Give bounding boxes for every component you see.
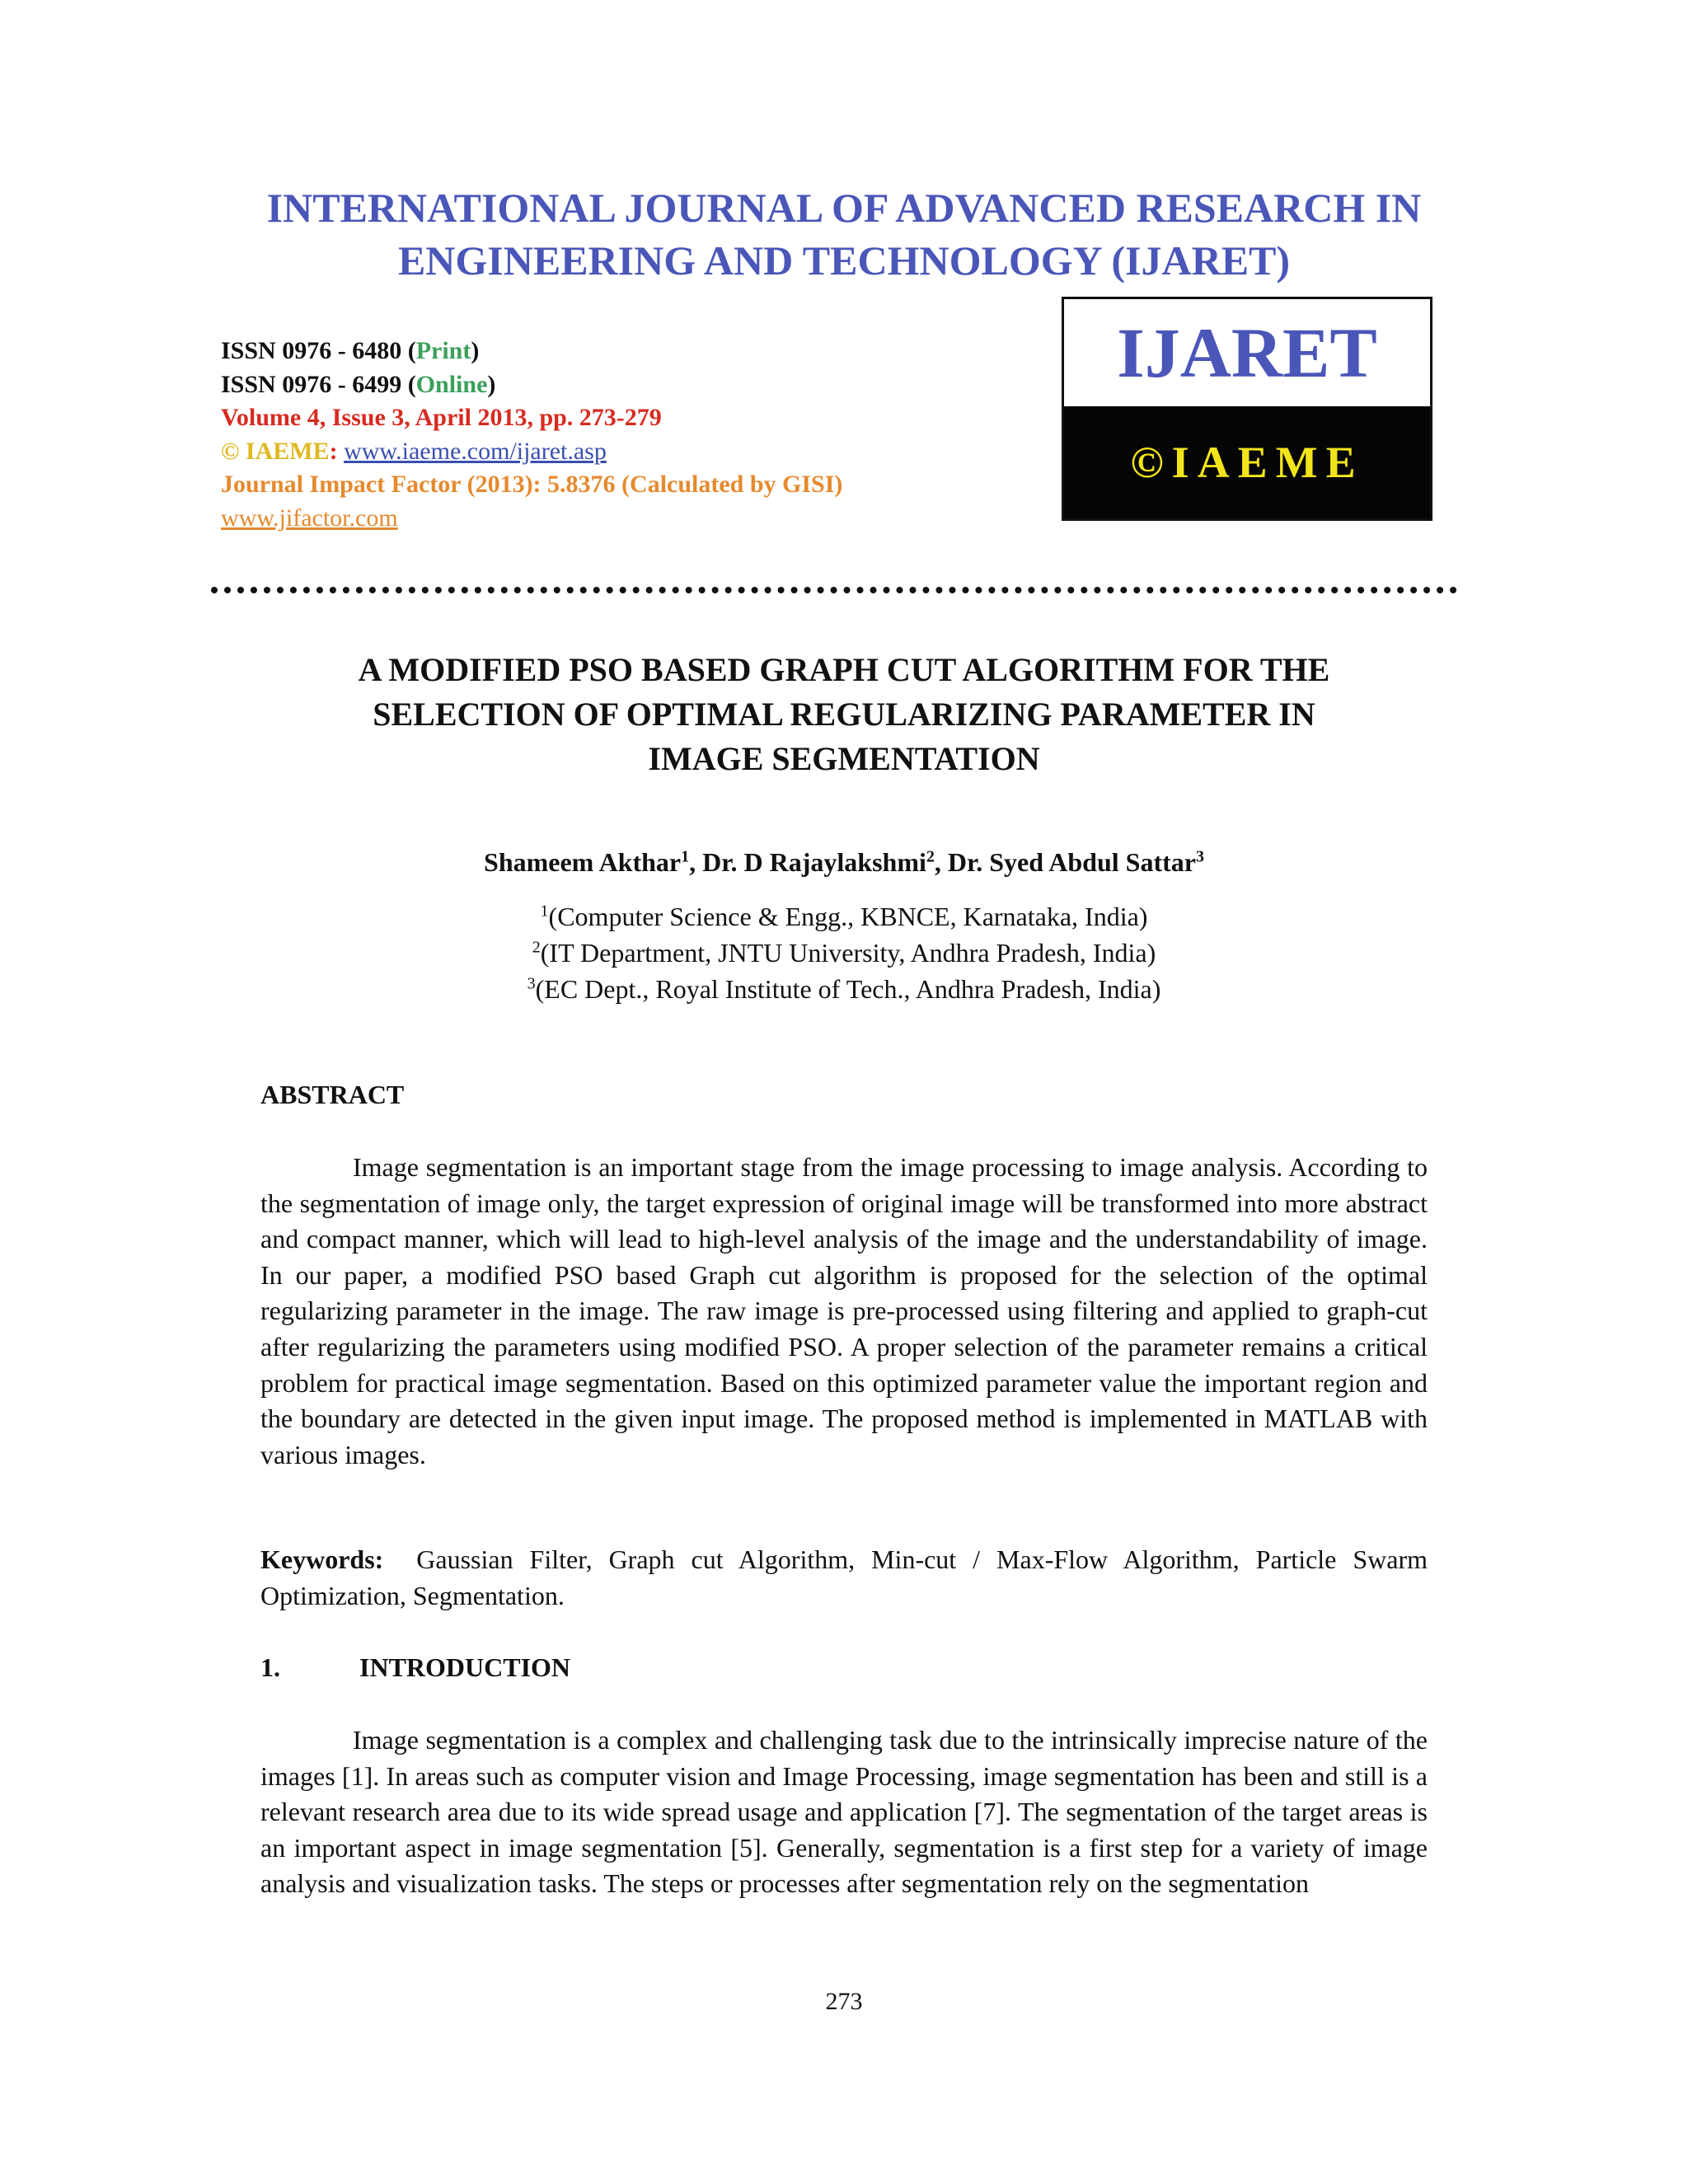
- intro-body: Image segmentation is a complex and challenging task due to the intrinsically imprecise nature of the images [1]. In areas such as computer vision and Image Processing, image segmentation has been and still is a relevant research area due to its wide spread usage and application [7]. The segmentation of the target areas is an important aspect in image segmentation [5]. Generally, segmentation is a first step for a variety of image analysis and visualization tasks. The steps or processes after segmentation rely on the segmentation: [260, 1725, 1428, 1899]
- dotted-divider: [211, 587, 1457, 593]
- issn-online-line: [221, 368, 842, 402]
- keywords-block: [260, 1542, 1428, 1614]
- author-name: Dr. Syed Abdul Sattar: [947, 847, 1196, 877]
- issn-print-close: ): [471, 337, 480, 364]
- page-number: 273: [825, 1988, 863, 2015]
- author-name: Dr. D Rajaylakshmi: [702, 847, 926, 877]
- author-affil-mark: 1: [681, 847, 690, 866]
- journal-title: [0, 181, 1688, 287]
- volume-issue-line: Volume 4, Issue 3, April 2013, pp. 273-279: [221, 404, 662, 431]
- author-affil-mark: 2: [926, 847, 935, 866]
- paper-title-line-2: SELECTION OF OPTIMAL REGULARIZING PARAMETER IN: [373, 696, 1315, 733]
- abstract-heading: ABSTRACT: [260, 1080, 405, 1109]
- affiliation-item: [0, 935, 1688, 971]
- affiliation-item: [0, 971, 1688, 1007]
- affiliation-mark: 3: [527, 974, 536, 993]
- issn-print-line: [221, 335, 842, 368]
- affiliation-text: (EC Dept., Royal Institute of Tech., Andhra Pradesh, India): [535, 974, 1161, 1004]
- author-affil-mark: 3: [1195, 847, 1204, 866]
- keywords-label: Keywords:: [260, 1544, 384, 1574]
- issn-print-label: Print: [415, 337, 471, 364]
- publisher-prefix: © IAEME: [221, 437, 330, 465]
- intro-heading: INTRODUCTION: [359, 1652, 571, 1682]
- impact-factor-line: Journal Impact Factor (2013): 5.8376 (Calculated by GISI): [221, 471, 843, 498]
- jifactor-line: [221, 502, 842, 536]
- publisher-line: [221, 435, 842, 469]
- issn-print-number: ISSN 0976 - 6480 (: [221, 337, 416, 364]
- journal-title-line-1: INTERNATIONAL JOURNAL OF ADVANCED RESEARCH IN: [266, 185, 1422, 231]
- paper-title-line-3: IMAGE SEGMENTATION: [648, 740, 1040, 777]
- issn-online-label: Online: [415, 370, 488, 398]
- author-list: [0, 844, 1688, 880]
- logo-publisher: ©IAEME: [1064, 406, 1430, 518]
- author-separator: ,: [934, 847, 948, 877]
- paper-title: [0, 648, 1688, 781]
- affiliation-item: [0, 898, 1688, 935]
- journal-info-block: [221, 335, 842, 535]
- author-name: Shameem Akthar: [484, 847, 682, 877]
- affiliation-list: [0, 898, 1688, 1007]
- paper-title-line-1: A MODIFIED PSO BASED GRAPH CUT ALGORITHM FOR THE: [358, 651, 1330, 688]
- journal-url-link[interactable]: www.iaeme.com/ijaret.asp: [344, 437, 607, 465]
- journal-title-line-2: ENGINEERING AND TECHNOLOGY (IJARET): [397, 237, 1291, 284]
- affiliation-text: (Computer Science & Engg., KBNCE, Karnataka, India): [548, 902, 1148, 931]
- affiliation-mark: 2: [532, 938, 541, 957]
- logo-title: IJARET: [1117, 313, 1377, 392]
- affiliation-text: (IT Department, JNTU University, Andhra Pradesh, India): [540, 938, 1156, 968]
- abstract-body: Image segmentation is an important stage from the image processing to image analysis. According to the segmentation of image only, the target expression of original image will be transformed into more abstract and compact manner, which will lead to high-level analysis of the image and the understandability of image. In our paper, a modified PSO based Graph cut algorithm is proposed for the selection of the optimal regularizing parameter in the image. The raw image is pre-processed using filtering and applied to graph-cut after regularizing the parameters using modified PSO. A proper selection of the parameter remains a critical problem for practical image segmentation. Based on this optimized parameter value the important region and the boundary are detected in the given input image. The proposed method is implemented in MATLAB with various images.: [260, 1152, 1428, 1469]
- jifactor-url-link[interactable]: www.jifactor.com: [221, 504, 398, 532]
- publisher-colon: :: [329, 437, 345, 465]
- author-separator: ,: [689, 847, 703, 877]
- issn-online-close: ): [487, 370, 496, 398]
- ijaret-logo: [1062, 297, 1432, 521]
- keywords-text: Gaussian Filter, Graph cut Algorithm, Min-cut / Max-Flow Algorithm, Particle Swarm Optimization, Segmentation.: [260, 1544, 1428, 1610]
- affiliation-mark: 1: [540, 902, 549, 921]
- issn-online-number: ISSN 0976 - 6499 (: [221, 370, 416, 398]
- intro-section-number: 1.: [260, 1652, 280, 1682]
